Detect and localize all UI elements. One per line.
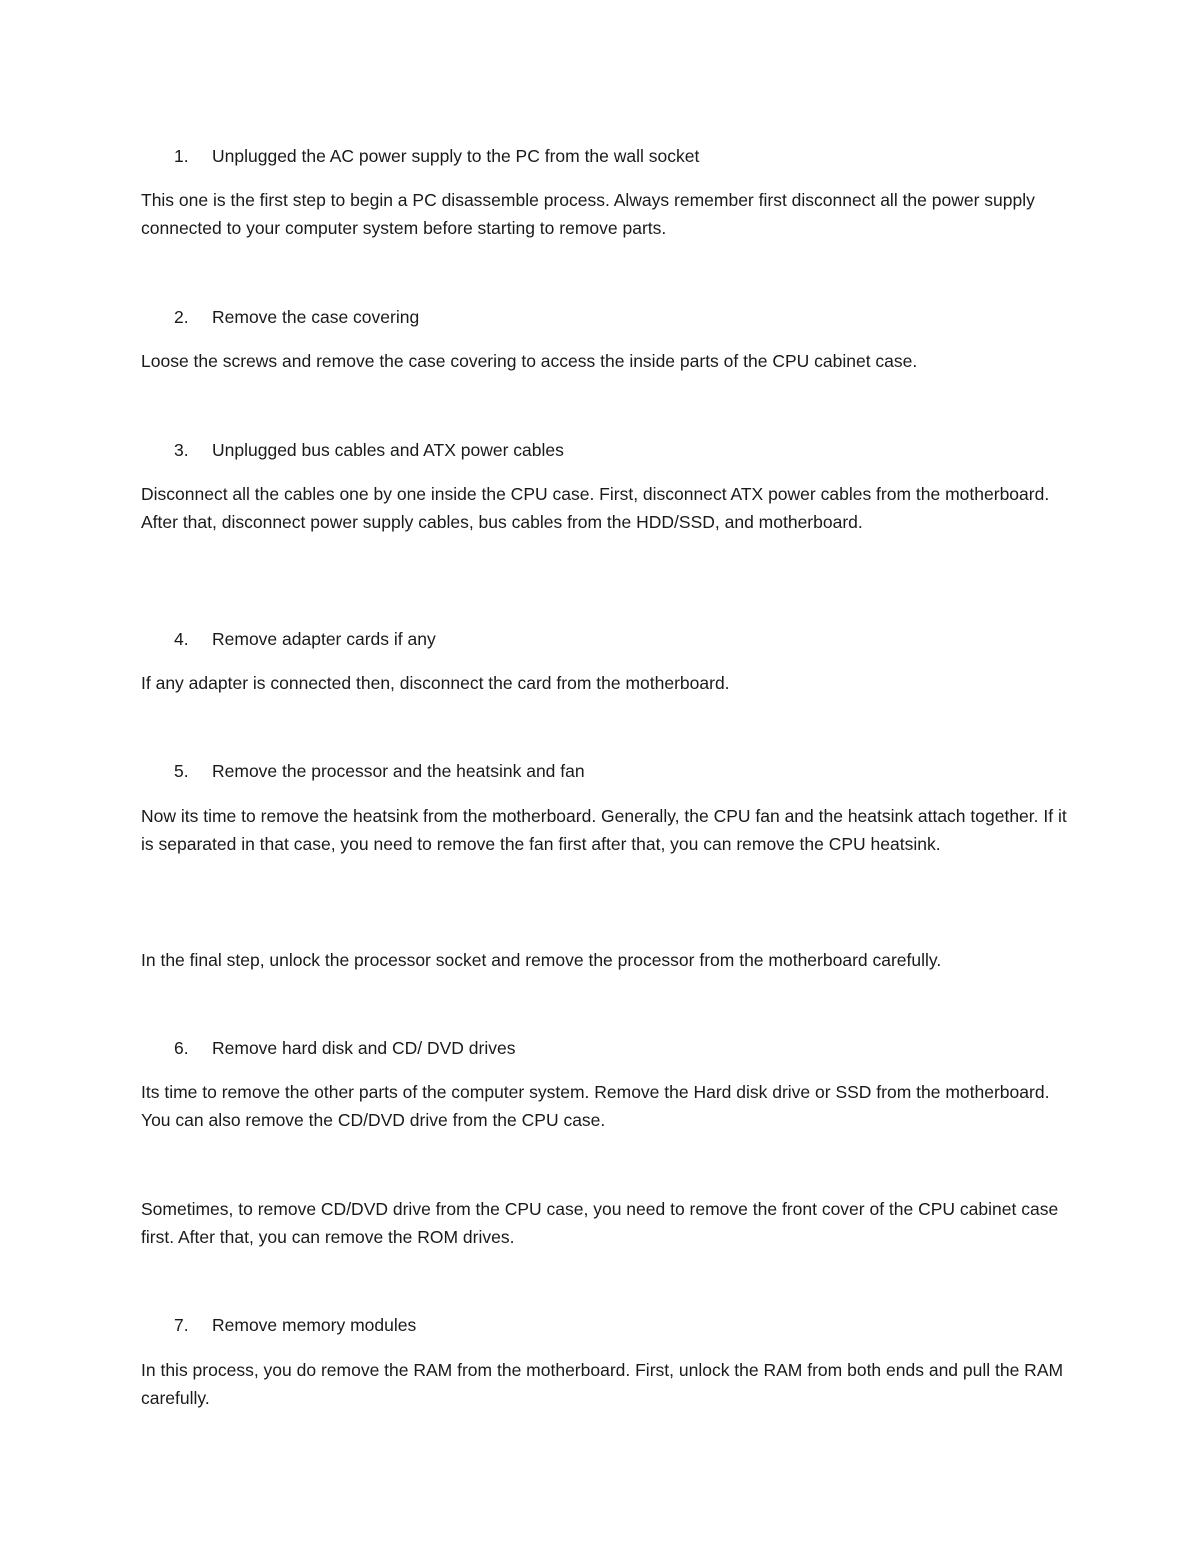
step-7-title: Remove memory modules <box>212 1315 417 1335</box>
step-5-paragraph-1: Now its time to remove the heatsink from the motherboard. Generally, the CPU fan and the heatsink attach together. If it is separated in that case, you need to remove the fan first after that, you can remove the CPU heatsink. <box>141 806 1067 854</box>
step-6-number: 6. <box>174 1038 189 1058</box>
step-1-title: Unplugged the AC power supply to the PC from the wall socket <box>212 146 700 166</box>
step-3-title: Unplugged bus cables and ATX power cables <box>212 440 564 460</box>
step-6-paragraph-2: Sometimes, to remove CD/DVD drive from the CPU case, you need to remove the front cover of the CPU cabinet case first. After that, you can remove the ROM drives. <box>141 1199 1059 1247</box>
step-2-paragraph: Loose the screws and remove the case covering to access the inside parts of the CPU cabinet case. <box>141 351 918 371</box>
step-1-number: 1. <box>174 146 189 166</box>
step-3-paragraph: Disconnect all the cables one by one inside the CPU case. First, disconnect ATX power cables from the motherboard. After that, disconnect power supply cables, bus cables from the HDD/SSD, and motherboard. <box>141 484 1050 532</box>
step-4-number: 4. <box>174 629 189 649</box>
step-2-title: Remove the case covering <box>212 307 420 327</box>
step-5-heading <box>174 757 1074 785</box>
step-4-paragraph: If any adapter is connected then, disconnect the card from the motherboard. <box>141 673 730 693</box>
step-5-paragraph-2: In the final step, unlock the processor socket and remove the processor from the motherboard carefully. <box>141 950 942 970</box>
step-2-heading <box>174 303 1074 331</box>
step-2-number: 2. <box>174 307 189 327</box>
step-7-heading <box>174 1311 1074 1339</box>
step-4-title: Remove adapter cards if any <box>212 629 436 649</box>
step-6-heading <box>174 1034 1074 1062</box>
step-1-paragraph: This one is the first step to begin a PC disassemble process. Always remember first disconnect all the power supply connected to your computer system before starting to remove parts. <box>141 190 1035 238</box>
step-4-heading <box>174 625 1074 653</box>
step-6-paragraph-1: Its time to remove the other parts of the computer system. Remove the Hard disk drive or SSD from the motherboard. You can also remove the CD/DVD drive from the CPU case. <box>141 1082 1050 1130</box>
step-3-heading <box>174 436 1074 464</box>
step-1-heading <box>174 142 1074 170</box>
step-7-paragraph: In this process, you do remove the RAM from the motherboard. First, unlock the RAM from both ends and pull the RAM carefully. <box>141 1360 1064 1408</box>
step-6-title: Remove hard disk and CD/ DVD drives <box>212 1038 516 1058</box>
step-7-number: 7. <box>174 1315 189 1335</box>
step-5-number: 5. <box>174 761 189 781</box>
step-3-number: 3. <box>174 440 189 460</box>
step-5-title: Remove the processor and the heatsink and fan <box>212 761 585 781</box>
